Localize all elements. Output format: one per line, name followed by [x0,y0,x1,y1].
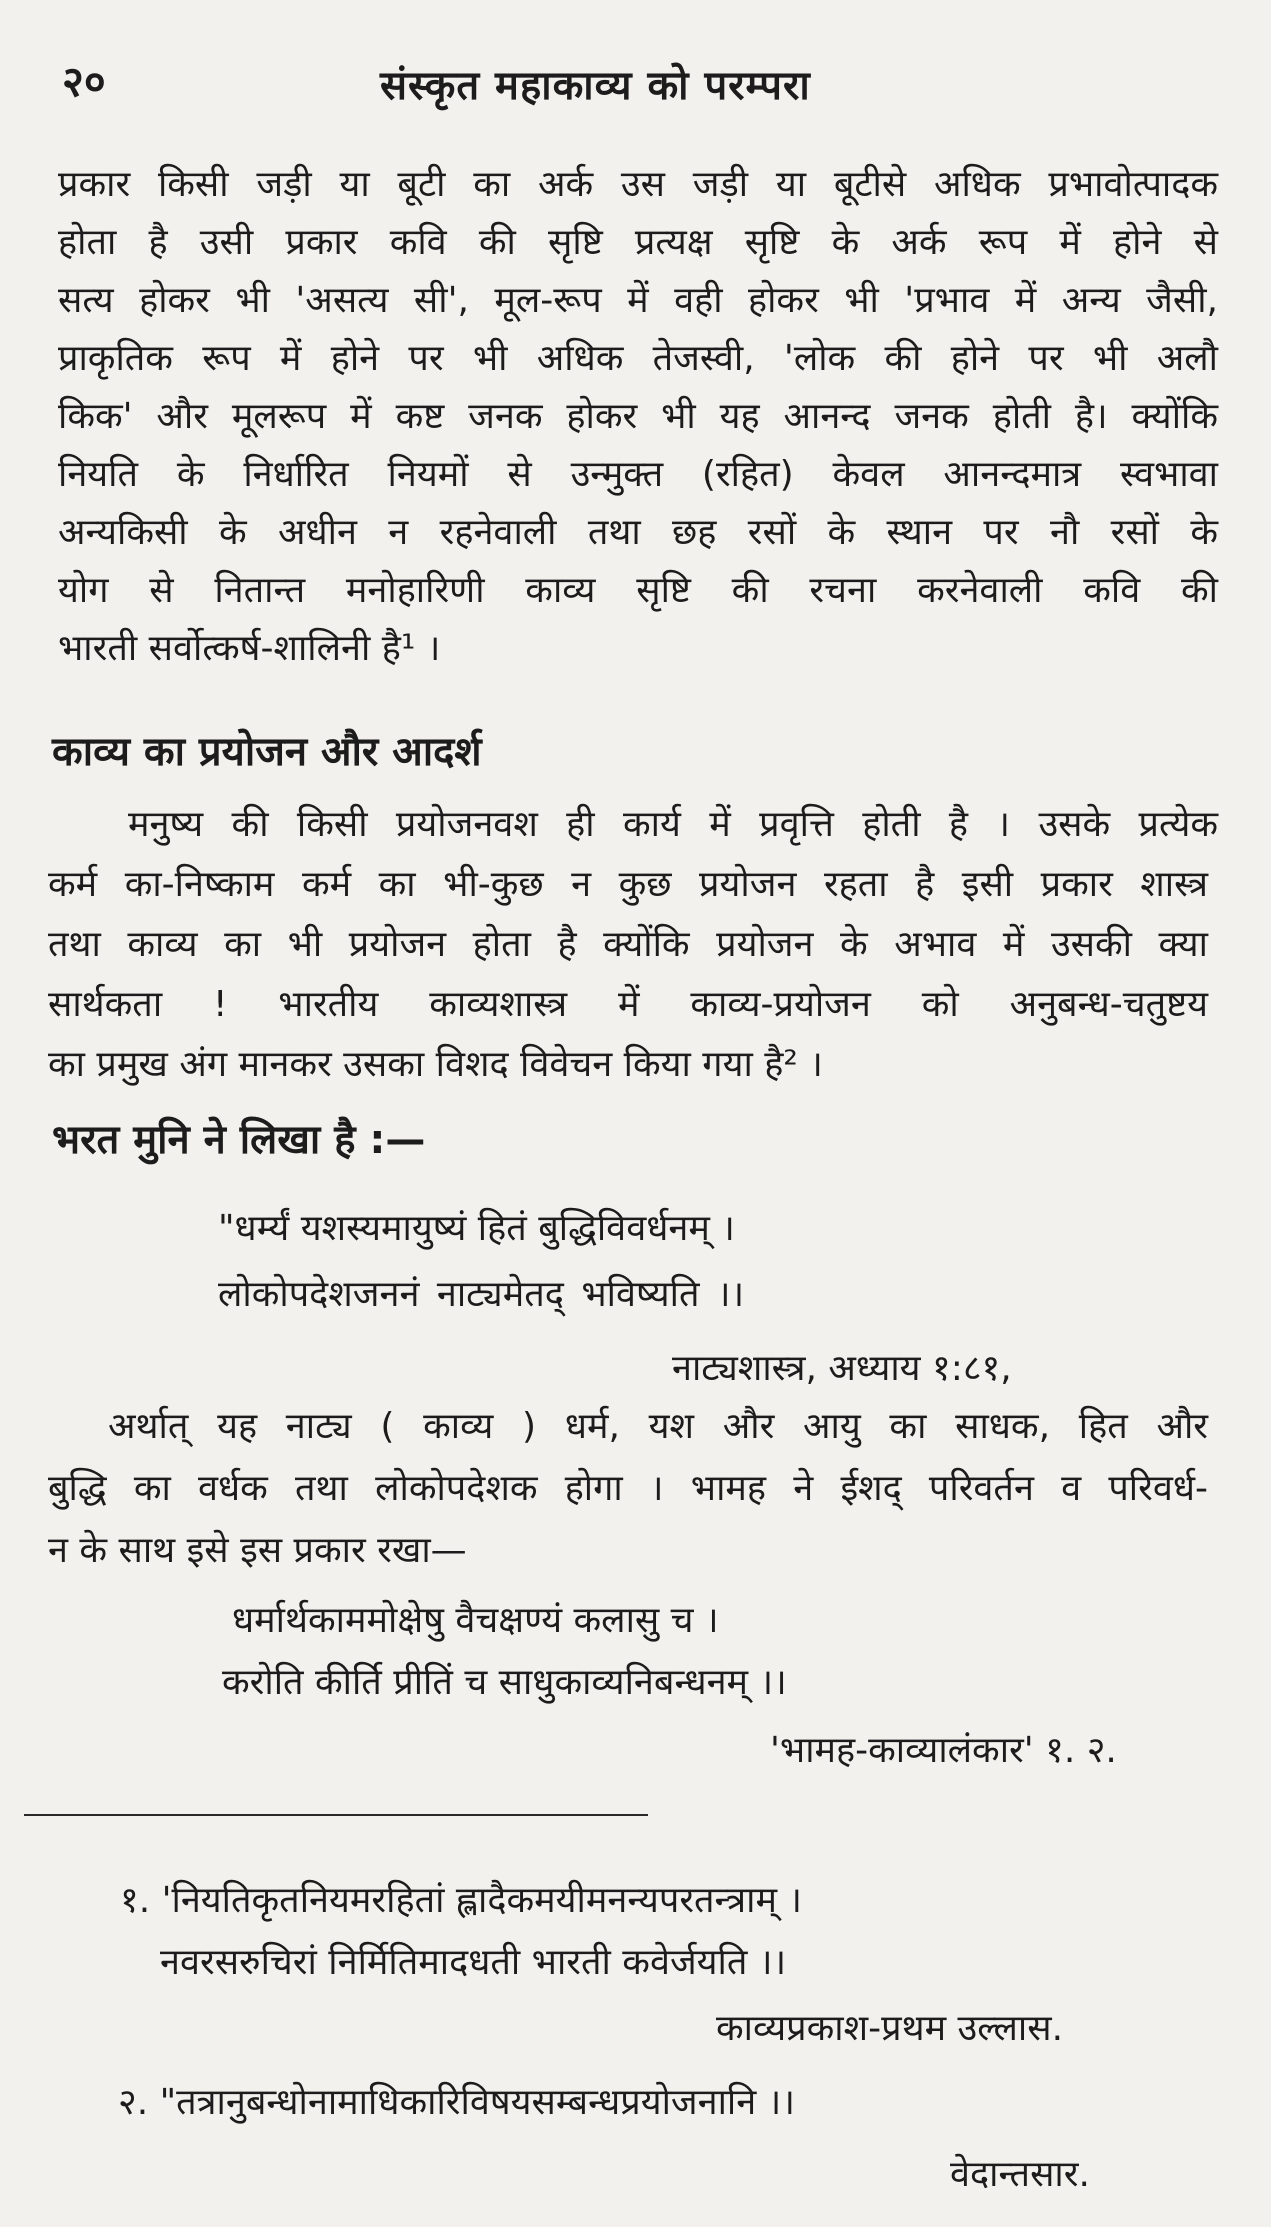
paragraph1-line: सत्य होकर भी 'असत्य सी', मूल-रूप में वही होकर भी 'प्रभाव में अन्य जैसी, [58,280,1218,321]
paragraph2-line: मनुष्य की किसी प्रयोजनवश ही कार्य में प्रवृत्ति होती है । उसके प्रत्येक [128,804,1218,845]
paragraph1-line: प्राकृतिक रूप में होने पर भी अधिक तेजस्वी, 'लोक की होने पर भी अलौ [58,338,1218,379]
paragraph3-line: बुद्धि का वर्धक तथा लोकोपदेशक होगा । भामह ने ईशद् परिवर्तन व परिवर्ध- [48,1468,1208,1509]
running-title: संस्कृत महाकाव्य को परम्परा [380,63,811,109]
verse1-line: लोकोपदेशजननं नाट्यमेतद् भविष्यति ।। [218,1274,745,1315]
paragraph1-line: प्रकार किसी जड़ी या बूटी का अर्क उस जड़ी या बूटीसे अधिक प्रभावोत्पादक [58,164,1218,205]
verse2-line: धर्मार्थकाममोक्षेषु वैचक्षण्यं कलासु च । [232,1600,719,1641]
footnote-2-line: २. "तत्रानुबन्धोनामाधिकारिविषयसम्बन्धप्रयोजनानि ।। [118,2082,795,2123]
paragraph1-line: अन्यकिसी के अधीन न रहनेवाली तथा छह रसों के स्थान पर नौ रसों के [58,512,1218,553]
footnote-2-source: वेदान्तसार. [950,2154,1090,2195]
footnote-1-line: नवरसरुचिरां निर्मितिमादधती भारती कवेर्जयति ।। [160,1942,787,1983]
footnote-1-source: काव्यप्रकाश-प्रथम उल्लास. [716,2008,1064,2049]
paragraph1-line: होता है उसी प्रकार कवि की सृष्टि प्रत्यक्ष सृष्टि के अर्क रूप में होने से [58,222,1218,263]
verse2-source: 'भामह-काव्यालंकार' १. २. [770,1730,1117,1771]
paragraph1-line: नियति के निर्धारित नियमों से उन्मुक्त (रहित) केवल आनन्दमात्र स्वभावा [58,454,1218,495]
footnote-divider [24,1814,648,1816]
section-heading: काव्य का प्रयोजन और आदर्श [52,729,482,775]
page-number: २० [62,57,106,106]
verse2-line: करोति कीर्ति प्रीतिं च साधुकाव्यनिबन्धनम् ।। [222,1662,787,1703]
bharat-heading: भरत मुनि ने लिखा है :— [52,1117,426,1163]
paragraph2-line: कर्म का-निष्काम कर्म का भी-कुछ न कुछ प्रयोजन रहता है इसी प्रकार शास्त्र [48,864,1208,905]
verse1-source: नाट्यशास्त्र, अध्याय १:८१, [672,1348,1012,1389]
paragraph1-line: किक' और मूलरूप में कष्ट जनक होकर भी यह आनन्द जनक होती है। क्योंकि [58,396,1218,437]
paragraph3-line: न के साथ इसे इस प्रकार रखा— [48,1530,467,1571]
paragraph1-line: योग से नितान्त मनोहारिणी काव्य सृष्टि की रचना करनेवाली कवि की [58,570,1218,611]
paragraph2-line: तथा काव्य का भी प्रयोजन होता है क्योंकि प्रयोजन के अभाव में उसकी क्या [48,924,1208,965]
paragraph2-line: सार्थकता ! भारतीय काव्यशास्त्र में काव्य-प्रयोजन को अनुबन्ध-चतुष्टय [48,984,1208,1025]
verse1-line: "धर्म्यं यशस्यमायुष्यं हितं बुद्धिविवर्धनम् । [218,1208,735,1249]
paragraph1-line: भारती सर्वोत्कर्ष-शालिनी है¹ । [58,628,441,669]
footnote-1-line: १. 'नियतिकृतनियमरहितां ह्लादैकमयीमनन्यपरतन्त्राम् । [120,1880,803,1921]
paragraph3-line: अर्थात् यह नाट्य ( काव्य ) धर्म, यश और आयु का साधक, हित और [108,1406,1208,1447]
paragraph2-line: का प्रमुख अंग मानकर उसका विशद विवेचन किया गया है² । [48,1044,823,1085]
